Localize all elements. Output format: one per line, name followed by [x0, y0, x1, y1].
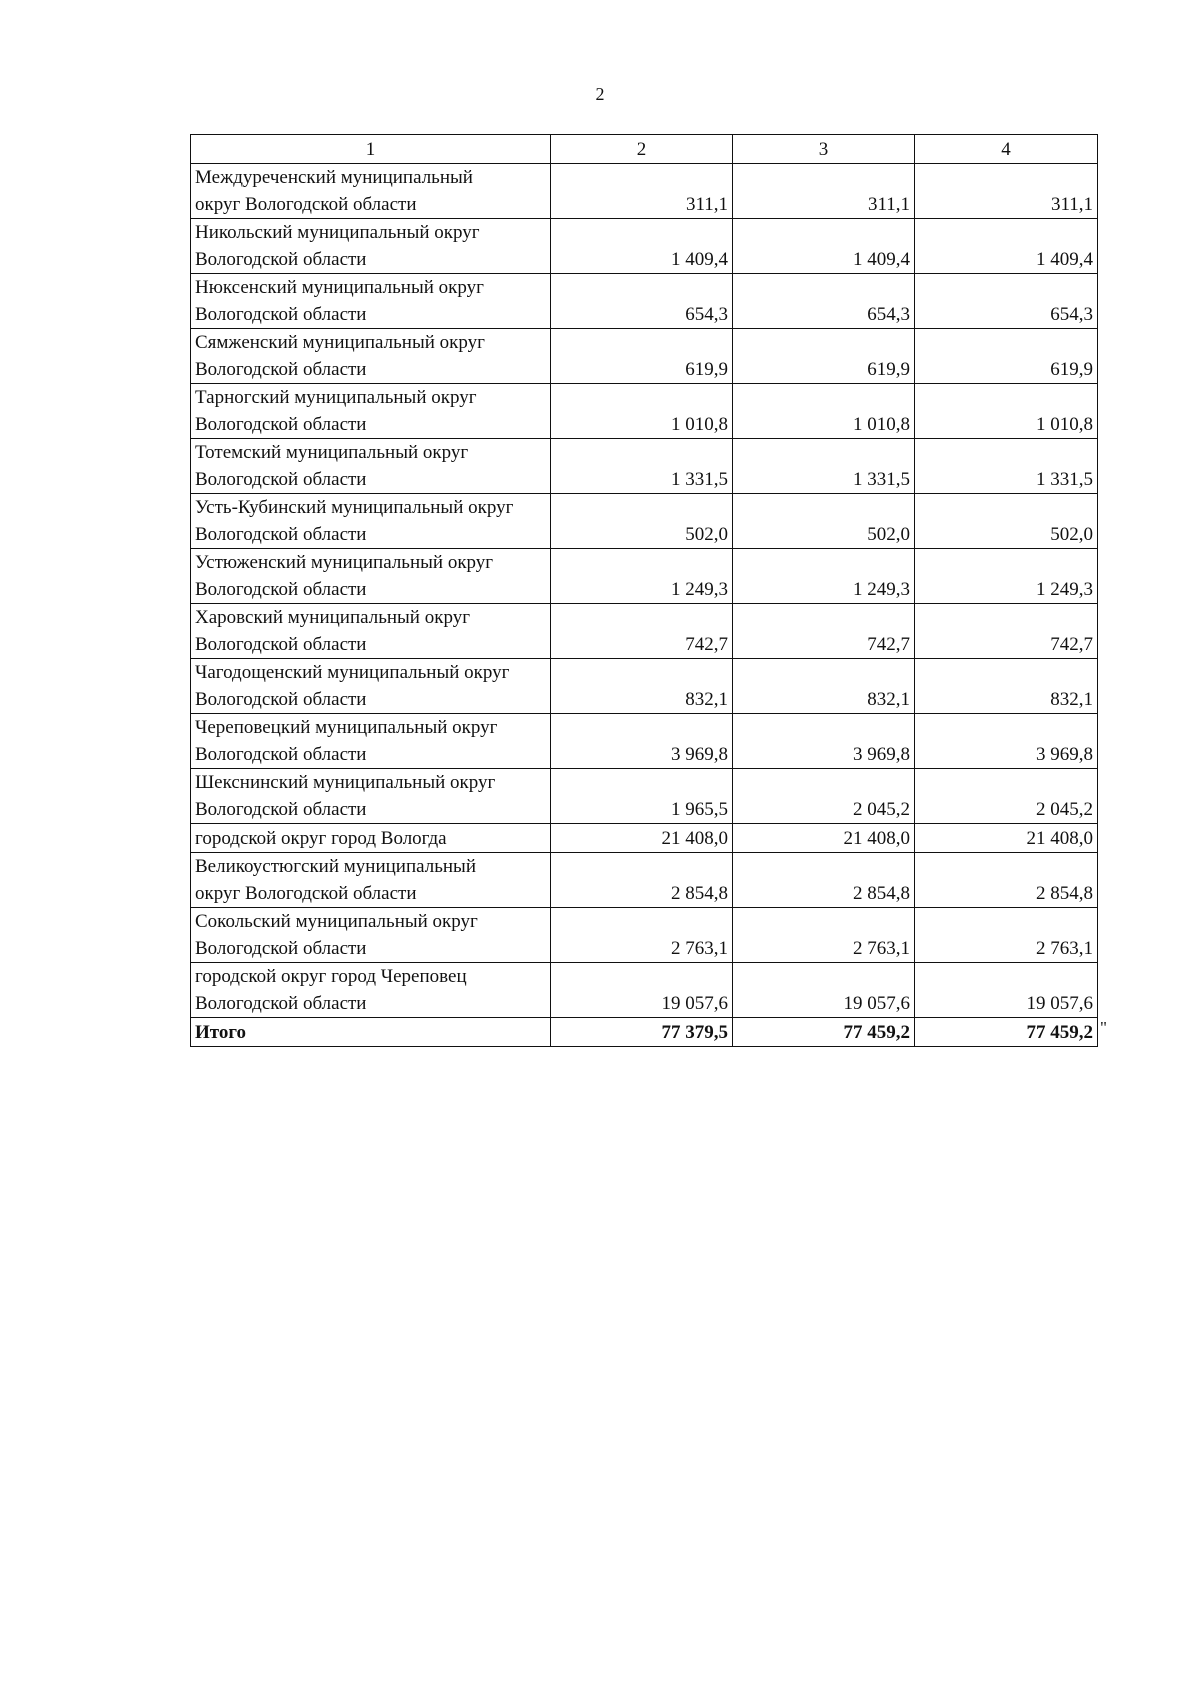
- value-cell-v3: 19 057,6: [733, 963, 915, 1018]
- value-cell-v2: 21 408,0: [551, 824, 733, 853]
- value-cell-v3: 1 331,5: [733, 439, 915, 494]
- value-cell-v4: 832,1: [915, 659, 1098, 714]
- municipality-name: Сокольский муниципальный округ Вологодской области: [191, 908, 551, 963]
- value-cell-v2: 1 249,3: [551, 549, 733, 604]
- table-row: [191, 714, 1098, 769]
- table-row: [191, 164, 1098, 219]
- value-cell-v2: 1 331,5: [551, 439, 733, 494]
- total-value-v4: 77 459,2: [915, 1018, 1098, 1047]
- value-cell-v2: 1 965,5: [551, 769, 733, 824]
- municipality-name: Тотемский муниципальный округ Вологодской области: [191, 439, 551, 494]
- table-row: [191, 274, 1098, 329]
- column-header: 4: [915, 135, 1098, 164]
- table-row: [191, 659, 1098, 714]
- value-cell-v2: 3 969,8: [551, 714, 733, 769]
- column-number-row: [191, 135, 1098, 164]
- municipality-name: Усть-Кубинский муниципальный округ Вологодской области: [191, 494, 551, 549]
- total-label: Итого: [191, 1018, 551, 1047]
- value-cell-v3: 1 010,8: [733, 384, 915, 439]
- value-cell-v4: 1 409,4: [915, 219, 1098, 274]
- value-cell-v2: 832,1: [551, 659, 733, 714]
- value-cell-v4: 19 057,6: [915, 963, 1098, 1018]
- value-cell-v4: 311,1: [915, 164, 1098, 219]
- value-cell-v2: 502,0: [551, 494, 733, 549]
- table-row: [191, 769, 1098, 824]
- table-row: [191, 329, 1098, 384]
- value-cell-v4: 1 249,3: [915, 549, 1098, 604]
- municipality-name: Великоустюгский муниципальный округ Вологодской области: [191, 853, 551, 908]
- value-cell-v4: 502,0: [915, 494, 1098, 549]
- value-cell-v4: 21 408,0: [915, 824, 1098, 853]
- municipality-name: Нюксенский муниципальный округ Вологодской области: [191, 274, 551, 329]
- value-cell-v3: 21 408,0: [733, 824, 915, 853]
- total-value-v3: 77 459,2: [733, 1018, 915, 1047]
- municipality-name: Тарногский муниципальный округ Вологодской области: [191, 384, 551, 439]
- municipality-name: Харовский муниципальный округ Вологодской области: [191, 604, 551, 659]
- value-cell-v4: 619,9: [915, 329, 1098, 384]
- value-cell-v2: 311,1: [551, 164, 733, 219]
- value-cell-v2: 1 010,8: [551, 384, 733, 439]
- value-cell-v3: 1 409,4: [733, 219, 915, 274]
- table-row: [191, 908, 1098, 963]
- table-row: [191, 604, 1098, 659]
- column-header: 1: [191, 135, 551, 164]
- value-cell-v3: 502,0: [733, 494, 915, 549]
- value-cell-v3: 311,1: [733, 164, 915, 219]
- table-row: [191, 494, 1098, 549]
- municipality-name: Никольский муниципальный округ Вологодской области: [191, 219, 551, 274]
- value-cell-v2: 1 409,4: [551, 219, 733, 274]
- value-cell-v3: 742,7: [733, 604, 915, 659]
- table-row: [191, 963, 1098, 1018]
- value-cell-v2: 2 854,8: [551, 853, 733, 908]
- value-cell-v4: 1 010,8: [915, 384, 1098, 439]
- municipality-name: Устюженский муниципальный округ Вологодской области: [191, 549, 551, 604]
- value-cell-v4: 654,3: [915, 274, 1098, 329]
- table-row: [191, 549, 1098, 604]
- total-row: [191, 1018, 1098, 1047]
- value-cell-v2: 619,9: [551, 329, 733, 384]
- value-cell-v2: 19 057,6: [551, 963, 733, 1018]
- value-cell-v3: 2 045,2: [733, 769, 915, 824]
- table-row: [191, 439, 1098, 494]
- value-cell-v3: 832,1: [733, 659, 915, 714]
- allocation-table: [190, 134, 1098, 1047]
- column-header: 3: [733, 135, 915, 164]
- value-cell-v4: 1 331,5: [915, 439, 1098, 494]
- table-row: [191, 853, 1098, 908]
- table-row: [191, 824, 1098, 853]
- municipality-name: Чагодощенский муниципальный округ Вологодской области: [191, 659, 551, 714]
- table-row: [191, 384, 1098, 439]
- value-cell-v3: 2 854,8: [733, 853, 915, 908]
- municipality-name: городской округ город Череповец Вологодской области: [191, 963, 551, 1018]
- value-cell-v2: 2 763,1: [551, 908, 733, 963]
- value-cell-v3: 654,3: [733, 274, 915, 329]
- value-cell-v4: 3 969,8: [915, 714, 1098, 769]
- table-row: [191, 219, 1098, 274]
- value-cell-v3: 3 969,8: [733, 714, 915, 769]
- value-cell-v4: 2 854,8: [915, 853, 1098, 908]
- municipality-name: Междуреченский муниципальный округ Вологодской области: [191, 164, 551, 219]
- value-cell-v3: 619,9: [733, 329, 915, 384]
- page-number: 2: [595, 84, 605, 104]
- value-cell-v2: 742,7: [551, 604, 733, 659]
- value-cell-v4: 2 045,2: [915, 769, 1098, 824]
- municipality-name: Череповецкий муниципальный округ Вологодской области: [191, 714, 551, 769]
- municipality-name: Сямженский муниципальный округ Вологодской области: [191, 329, 551, 384]
- municipality-name: городской округ город Вологда: [191, 824, 551, 853]
- municipality-name: Шекснинский муниципальный округ Вологодской области: [191, 769, 551, 824]
- value-cell-v4: 742,7: [915, 604, 1098, 659]
- total-value-v2: 77 379,5: [551, 1018, 733, 1047]
- column-header: 2: [551, 135, 733, 164]
- value-cell-v2: 654,3: [551, 274, 733, 329]
- value-cell-v3: 1 249,3: [733, 549, 915, 604]
- value-cell-v4: 2 763,1: [915, 908, 1098, 963]
- closing-quote: ": [1100, 1018, 1107, 1037]
- value-cell-v3: 2 763,1: [733, 908, 915, 963]
